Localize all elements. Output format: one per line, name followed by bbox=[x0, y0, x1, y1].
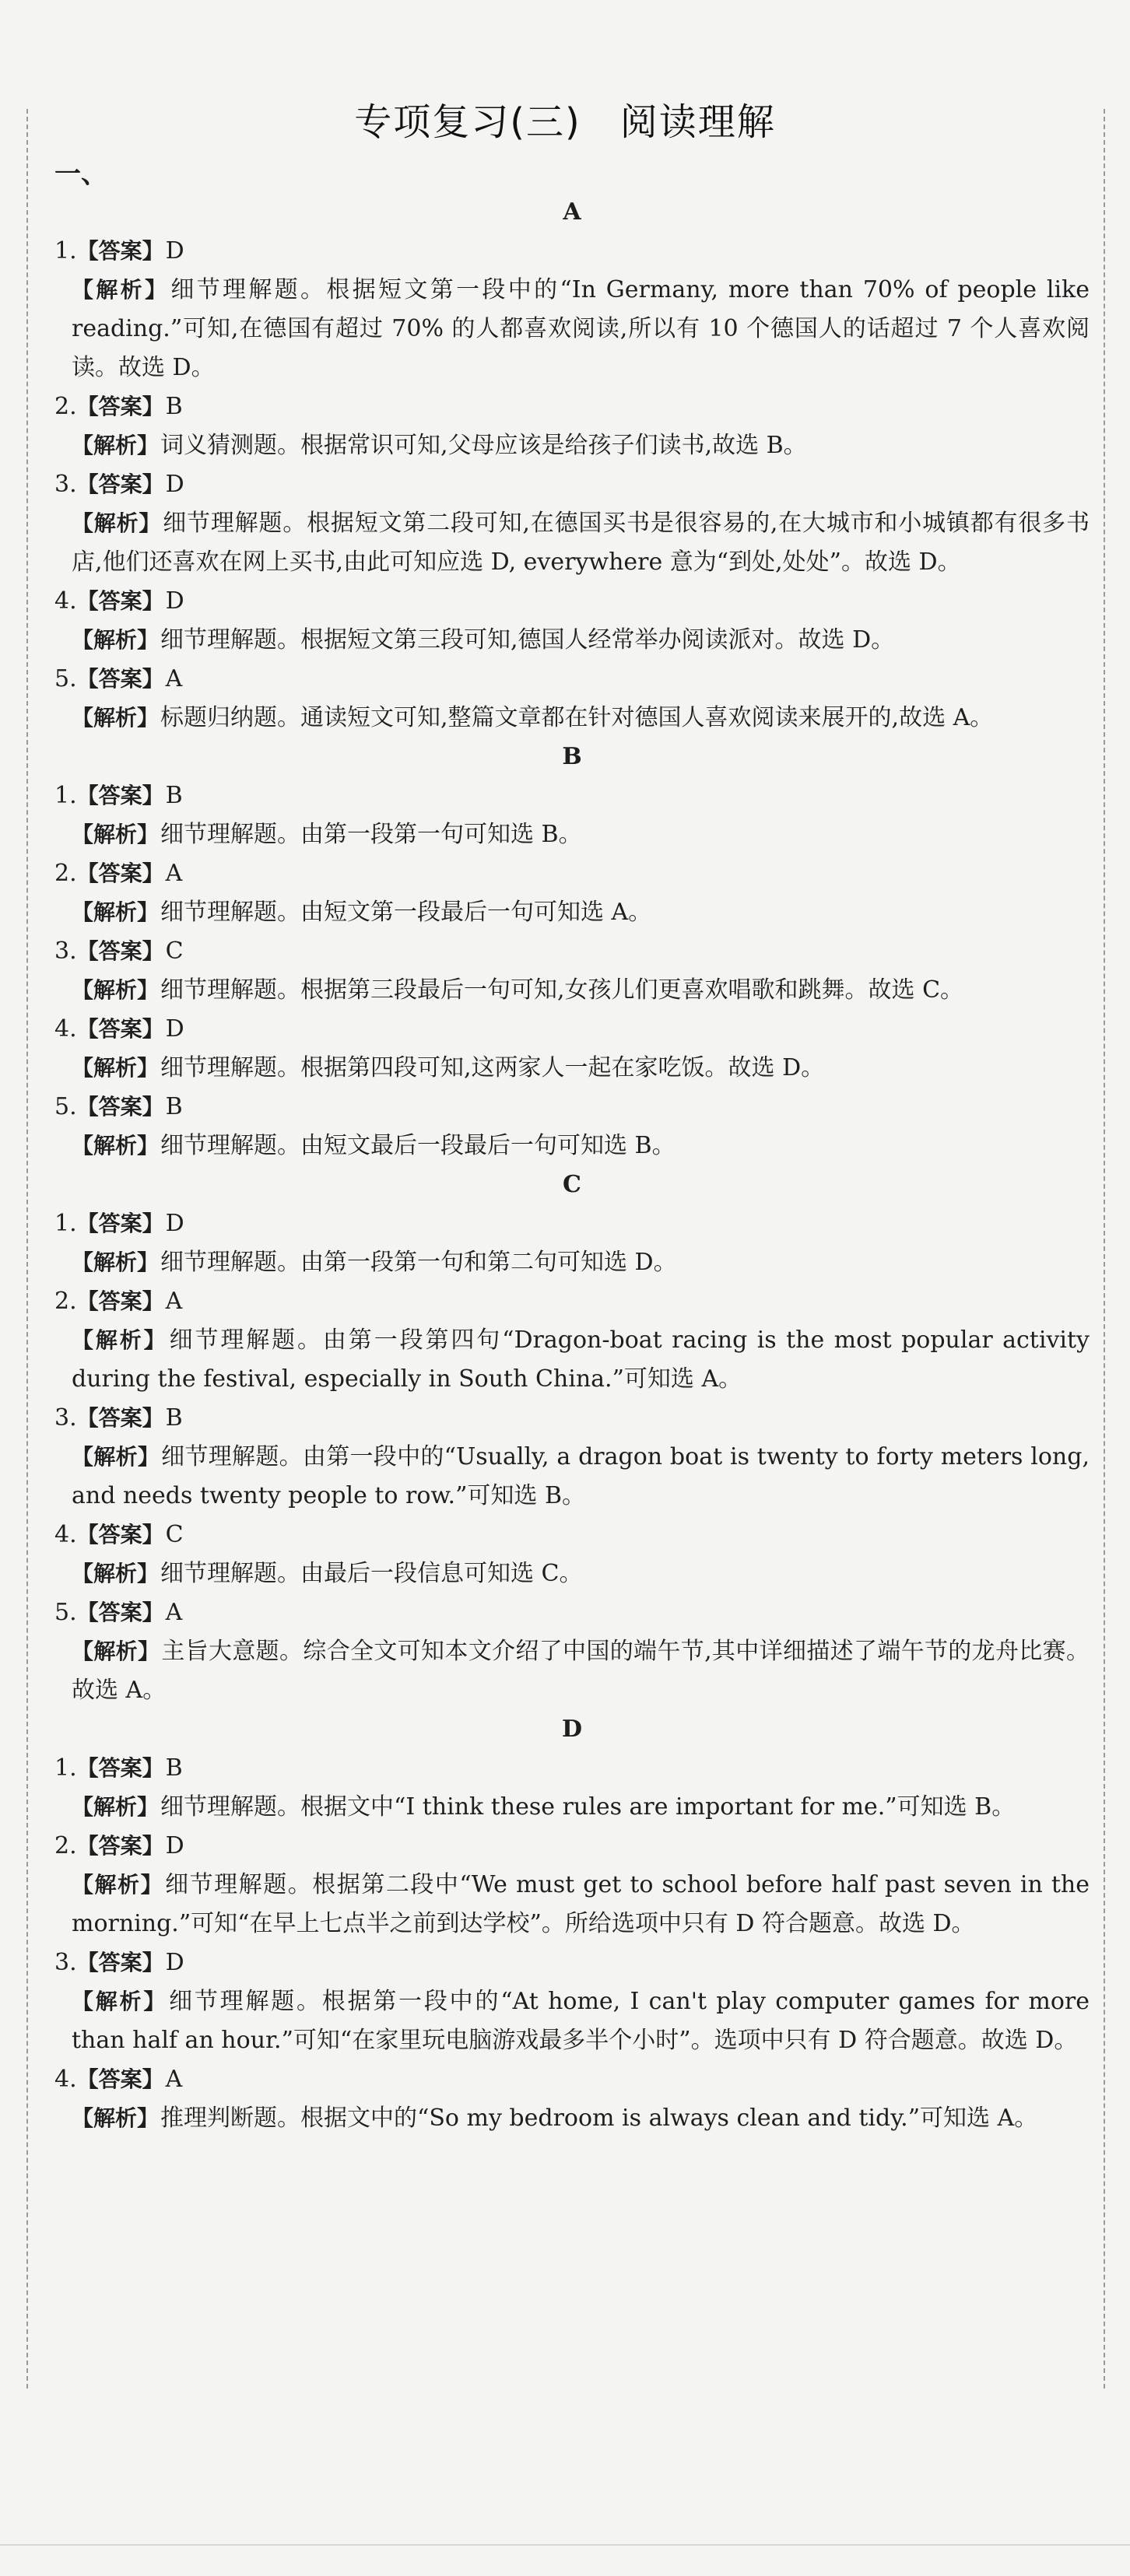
answer-label: 【答案】 bbox=[76, 238, 164, 264]
answer-label: 【答案】 bbox=[76, 666, 164, 692]
analysis-label: 【解析】 bbox=[72, 1989, 168, 2014]
analysis-label: 【解析】 bbox=[72, 899, 160, 925]
analysis-text: 细节理解题。由第一段中的“Usually, a dragon boat is twenty to forty meters long, and needs twenty people to row.”可知选 B。 bbox=[72, 1443, 1090, 1509]
answer-line bbox=[54, 854, 1090, 893]
answer-label: 【答案】 bbox=[76, 394, 164, 419]
analysis-text: 细节理解题。根据第三段最后一句可知,女孩儿们更喜欢唱歌和跳舞。故选 C。 bbox=[160, 976, 964, 1004]
analysis-text: 细节理解题。根据第四段可知,这两家人一起在家吃饭。故选 D。 bbox=[160, 1054, 825, 1081]
question-number: 3. bbox=[54, 1949, 77, 1976]
answer-label: 【答案】 bbox=[76, 783, 164, 808]
question-number: 2. bbox=[54, 1832, 77, 1859]
page-title: 专项复习(三) 阅读理解 bbox=[354, 100, 776, 144]
answer-label: 【答案】 bbox=[76, 1600, 164, 1625]
analysis-paragraph bbox=[54, 1632, 1090, 1710]
analysis-label: 【解析】 bbox=[72, 2105, 160, 2131]
analysis-paragraph bbox=[54, 1788, 1090, 1827]
analysis-paragraph bbox=[54, 1049, 1090, 1088]
question-number: 1. bbox=[54, 1210, 77, 1237]
question-number: 5. bbox=[54, 1093, 77, 1120]
analysis-label: 【解析】 bbox=[72, 1638, 160, 1664]
answer-value: B bbox=[165, 393, 183, 420]
answer-value: A bbox=[165, 1288, 183, 1315]
analysis-label: 【解析】 bbox=[72, 1249, 160, 1275]
analysis-paragraph bbox=[54, 426, 1090, 465]
analysis-paragraph bbox=[54, 893, 1090, 932]
answer-value: B bbox=[165, 1754, 183, 1782]
answer-line bbox=[54, 1749, 1090, 1788]
analysis-paragraph bbox=[54, 1127, 1090, 1165]
answer-value: D bbox=[165, 1949, 184, 1976]
analysis-label: 【解析】 bbox=[72, 1055, 160, 1081]
analysis-label: 【解析】 bbox=[72, 510, 162, 536]
answer-value: D bbox=[165, 237, 184, 265]
answer-line bbox=[54, 1516, 1090, 1554]
answer-value: A bbox=[165, 665, 183, 692]
analysis-text: 细节理解题。根据文中“I think these rules are important for me.”可知选 B。 bbox=[160, 1793, 1016, 1821]
analysis-paragraph bbox=[54, 1243, 1090, 1282]
analysis-text: 主旨大意题。综合全文可知本文介绍了中国的端午节,其中详细描述了端午节的龙舟比赛。故选 A。 bbox=[72, 1638, 1090, 1704]
analysis-label: 【解析】 bbox=[72, 433, 160, 458]
answer-label: 【答案】 bbox=[76, 1405, 164, 1431]
answer-value: B bbox=[165, 782, 183, 809]
answer-value: B bbox=[165, 1093, 183, 1120]
question-number: 1. bbox=[54, 237, 77, 265]
question-number: 2. bbox=[54, 1288, 77, 1315]
analysis-label: 【解析】 bbox=[72, 1872, 164, 1898]
answer-label: 【答案】 bbox=[76, 1833, 164, 1859]
analysis-label: 【解析】 bbox=[72, 705, 160, 731]
question-number: 4. bbox=[54, 1015, 77, 1043]
analysis-text: 标题归纳题。通读短文可知,整篇文章都在针对德国人喜欢阅读来展开的,故选 A。 bbox=[160, 704, 994, 731]
answer-line bbox=[54, 1282, 1090, 1321]
analysis-paragraph bbox=[54, 621, 1090, 660]
analysis-paragraph bbox=[54, 1321, 1090, 1399]
analysis-text: 细节理解题。由第一段第一句和第二句可知选 D。 bbox=[160, 1249, 677, 1276]
analysis-label: 【解析】 bbox=[72, 277, 170, 303]
answer-value: D bbox=[165, 471, 184, 498]
answer-label: 【答案】 bbox=[76, 938, 164, 964]
analysis-paragraph bbox=[54, 504, 1090, 582]
left-dashed-margin bbox=[26, 109, 28, 2388]
answer-label: 【答案】 bbox=[76, 471, 164, 497]
answer-content bbox=[54, 193, 1090, 2138]
question-number: 3. bbox=[54, 938, 77, 965]
answer-value: A bbox=[165, 860, 183, 887]
analysis-text: 细节理解题。由第一段第四句“Dragon-boat racing is the most popular activity during the festival, especially in South China.”可知选 A。 bbox=[72, 1327, 1090, 1393]
analysis-paragraph bbox=[54, 2099, 1090, 2138]
analysis-label: 【解析】 bbox=[72, 1444, 160, 1470]
analysis-label: 【解析】 bbox=[72, 1794, 160, 1820]
analysis-text: 细节理解题。由最后一段信息可知选 C。 bbox=[160, 1560, 583, 1587]
question-number: 5. bbox=[54, 1599, 77, 1626]
answer-label: 【答案】 bbox=[76, 1288, 164, 1314]
answer-value: D bbox=[165, 587, 184, 615]
analysis-label: 【解析】 bbox=[72, 1561, 160, 1586]
analysis-paragraph bbox=[54, 815, 1090, 854]
question-number: 2. bbox=[54, 860, 77, 887]
analysis-text: 词义猜测题。根据常识可知,父母应该是给孩子们读书,故选 B。 bbox=[160, 432, 807, 459]
analysis-text: 细节理解题。根据第一段中的“At home, I can't play computer games for more than half an hour.”可知“在家里玩电脑游戏最多半个小时”。选项中只有 D 符合题意。故选 D。 bbox=[72, 1988, 1090, 2054]
analysis-label: 【解析】 bbox=[72, 1327, 168, 1353]
analysis-label: 【解析】 bbox=[72, 627, 160, 653]
analysis-text: 细节理解题。由第一段第一句可知选 B。 bbox=[160, 821, 582, 848]
answer-value: D bbox=[165, 1210, 184, 1237]
answer-line bbox=[54, 660, 1090, 699]
analysis-text: 细节理解题。根据第二段中“We must get to school before half past seven in the morning.”可知“在早上七点半之前到达学校”。所给选项中只有 D 符合题意。故选 D。 bbox=[72, 1871, 1090, 1937]
analysis-label: 【解析】 bbox=[72, 822, 160, 847]
answer-label: 【答案】 bbox=[76, 860, 164, 886]
analysis-paragraph bbox=[54, 1866, 1090, 1943]
answer-line bbox=[54, 465, 1090, 504]
section-heading: B bbox=[562, 743, 582, 770]
section-heading: A bbox=[563, 198, 581, 226]
question-number: 4. bbox=[54, 1521, 77, 1548]
answer-line bbox=[54, 2060, 1090, 2099]
answer-line bbox=[54, 1593, 1090, 1632]
analysis-text: 细节理解题。由短文第一段最后一句可知选 A。 bbox=[160, 899, 652, 926]
answer-value: C bbox=[165, 938, 184, 965]
answer-value: B bbox=[165, 1404, 183, 1432]
question-number: 4. bbox=[54, 2066, 77, 2093]
answer-line bbox=[54, 582, 1090, 621]
answer-label: 【答案】 bbox=[76, 2066, 164, 2092]
answer-value: D bbox=[165, 1832, 184, 1859]
answer-label: 【答案】 bbox=[76, 588, 164, 614]
answer-value: A bbox=[165, 1599, 183, 1626]
analysis-text: 细节理解题。由短文最后一段最后一句可知选 B。 bbox=[160, 1132, 676, 1159]
answer-line bbox=[54, 776, 1090, 815]
answer-label: 【答案】 bbox=[76, 1094, 164, 1120]
answer-line bbox=[54, 1088, 1090, 1127]
analysis-paragraph bbox=[54, 1982, 1090, 2060]
analysis-text: 细节理解题。根据短文第二段可知,在德国买书是很容易的,在大城市和小城镇都有很多书店,他们还喜欢在网上买书,由此可知应选 D, everywhere 意为“到处,处处”。故选 D。 bbox=[72, 510, 1090, 576]
answer-line bbox=[54, 387, 1090, 426]
answer-label: 【答案】 bbox=[76, 1211, 164, 1236]
section-heading: D bbox=[561, 1716, 582, 1743]
right-dashed-margin bbox=[1104, 109, 1105, 2388]
question-number: 1. bbox=[54, 782, 77, 809]
question-number: 1. bbox=[54, 1754, 77, 1782]
question-number: 3. bbox=[54, 1404, 77, 1432]
analysis-paragraph bbox=[54, 1438, 1090, 1516]
analysis-text: 细节理解题。根据短文第三段可知,德国人经常举办阅读派对。故选 D。 bbox=[160, 626, 895, 654]
question-number: 5. bbox=[54, 665, 77, 692]
analysis-text: 细节理解题。根据短文第一段中的“In Germany, more than 70% of people like reading.”可知,在德国有超过 70% 的人都喜欢阅读,所以有 10 个德国人的话超过 7 个人喜欢阅读。故选 D。 bbox=[72, 276, 1090, 381]
answer-label: 【答案】 bbox=[76, 1950, 164, 1975]
analysis-label: 【解析】 bbox=[72, 977, 160, 1003]
footer-rule bbox=[0, 2544, 1130, 2546]
analysis-text: 推理判断题。根据文中的“So my bedroom is always clean and tidy.”可知选 A。 bbox=[160, 2105, 1038, 2132]
answer-line bbox=[54, 232, 1090, 271]
answer-line bbox=[54, 932, 1090, 971]
answer-label: 【答案】 bbox=[76, 1755, 164, 1781]
question-number: 4. bbox=[54, 587, 77, 615]
answer-value: A bbox=[165, 2066, 183, 2093]
part-label: 一、 bbox=[54, 159, 107, 190]
analysis-label: 【解析】 bbox=[72, 1133, 160, 1158]
answer-label: 【答案】 bbox=[76, 1016, 164, 1042]
analysis-paragraph bbox=[54, 971, 1090, 1010]
section-heading: C bbox=[563, 1171, 581, 1198]
answer-line bbox=[54, 1204, 1090, 1243]
analysis-paragraph bbox=[54, 1554, 1090, 1593]
analysis-paragraph bbox=[54, 271, 1090, 387]
answer-line bbox=[54, 1399, 1090, 1438]
answer-label: 【答案】 bbox=[76, 1522, 164, 1547]
answer-value: C bbox=[165, 1521, 184, 1548]
answer-value: D bbox=[165, 1015, 184, 1043]
answer-line bbox=[54, 1010, 1090, 1049]
question-number: 3. bbox=[54, 471, 77, 498]
question-number: 2. bbox=[54, 393, 77, 420]
answer-line bbox=[54, 1943, 1090, 1982]
answer-line bbox=[54, 1827, 1090, 1866]
analysis-paragraph bbox=[54, 699, 1090, 738]
